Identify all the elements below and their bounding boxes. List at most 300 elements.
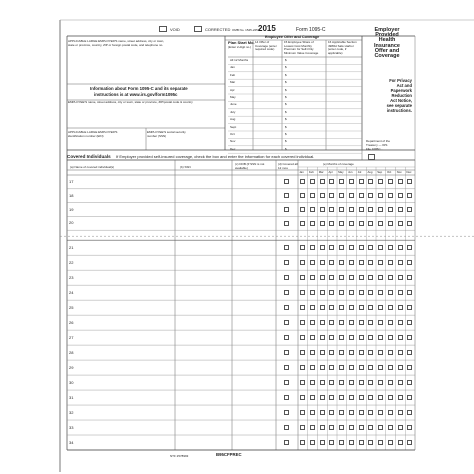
void-checkbox[interactable] <box>159 26 167 32</box>
covered-ssn-field[interactable] <box>176 203 231 217</box>
corrected-checkbox[interactable] <box>194 26 202 32</box>
month-coverage-checkbox[interactable] <box>310 425 315 430</box>
month-coverage-checkbox[interactable] <box>388 193 393 198</box>
covered-dob-field[interactable] <box>233 315 275 330</box>
month-coverage-checkbox[interactable] <box>407 290 412 295</box>
month-coverage-checkbox[interactable] <box>378 320 383 325</box>
month-coverage-checkbox[interactable] <box>310 440 315 445</box>
month-coverage-checkbox[interactable] <box>359 207 364 212</box>
month-coverage-checkbox[interactable] <box>359 410 364 415</box>
covered-all-12-checkbox[interactable] <box>284 320 289 325</box>
month-coverage-checkbox[interactable] <box>339 425 344 430</box>
covered-dob-field[interactable] <box>233 255 275 270</box>
month-coverage-checkbox[interactable] <box>310 380 315 385</box>
covered-individual-name-field[interactable] <box>76 405 175 420</box>
month-coverage-checkbox[interactable] <box>359 320 364 325</box>
month-coverage-checkbox[interactable] <box>320 221 325 226</box>
month-coverage-checkbox[interactable] <box>368 260 373 265</box>
covered-individual-name-field[interactable] <box>76 345 175 360</box>
month-coverage-checkbox[interactable] <box>300 380 305 385</box>
month-coverage-checkbox[interactable] <box>388 320 393 325</box>
month-coverage-checkbox[interactable] <box>339 380 344 385</box>
covered-dob-field[interactable] <box>233 203 275 217</box>
covered-all-12-checkbox[interactable] <box>284 275 289 280</box>
safe-harbor-cell[interactable] <box>327 79 361 86</box>
covered-individual-name-field[interactable] <box>76 216 175 230</box>
month-coverage-checkbox[interactable] <box>349 207 354 212</box>
covered-ssn-field[interactable] <box>176 420 231 435</box>
month-coverage-checkbox[interactable] <box>349 365 354 370</box>
month-coverage-checkbox[interactable] <box>388 179 393 184</box>
month-coverage-checkbox[interactable] <box>359 245 364 250</box>
month-coverage-checkbox[interactable] <box>320 395 325 400</box>
month-coverage-checkbox[interactable] <box>310 335 315 340</box>
month-coverage-checkbox[interactable] <box>359 275 364 280</box>
safe-harbor-cell[interactable] <box>327 72 361 79</box>
month-coverage-checkbox[interactable] <box>329 380 334 385</box>
covered-all-12-checkbox[interactable] <box>284 395 289 400</box>
month-coverage-checkbox[interactable] <box>310 350 315 355</box>
covered-ssn-field[interactable] <box>176 375 231 390</box>
employee-share-cell[interactable] <box>289 124 325 131</box>
covered-ssn-field[interactable] <box>176 270 231 285</box>
month-coverage-checkbox[interactable] <box>359 305 364 310</box>
month-coverage-checkbox[interactable] <box>378 290 383 295</box>
safe-harbor-cell[interactable] <box>327 94 361 101</box>
safe-harbor-cell[interactable] <box>327 131 361 138</box>
employee-share-cell[interactable] <box>289 79 325 86</box>
covered-ssn-field[interactable] <box>176 216 231 230</box>
month-coverage-checkbox[interactable] <box>388 425 393 430</box>
covered-dob-field[interactable] <box>233 330 275 345</box>
month-coverage-checkbox[interactable] <box>300 305 305 310</box>
month-coverage-checkbox[interactable] <box>310 365 315 370</box>
covered-individual-name-field[interactable] <box>76 315 175 330</box>
covered-all-12-checkbox[interactable] <box>284 365 289 370</box>
month-coverage-checkbox[interactable] <box>398 350 403 355</box>
month-coverage-checkbox[interactable] <box>339 221 344 226</box>
month-coverage-checkbox[interactable] <box>300 410 305 415</box>
safe-harbor-cell[interactable] <box>327 101 361 108</box>
month-coverage-checkbox[interactable] <box>407 350 412 355</box>
month-coverage-checkbox[interactable] <box>368 335 373 340</box>
month-coverage-checkbox[interactable] <box>339 260 344 265</box>
covered-individual-name-field[interactable] <box>76 390 175 405</box>
month-coverage-checkbox[interactable] <box>310 193 315 198</box>
month-coverage-checkbox[interactable] <box>349 260 354 265</box>
month-coverage-checkbox[interactable] <box>339 193 344 198</box>
month-coverage-checkbox[interactable] <box>378 410 383 415</box>
covered-all-12-checkbox[interactable] <box>284 260 289 265</box>
employee-share-cell[interactable] <box>289 87 325 94</box>
month-coverage-checkbox[interactable] <box>329 179 334 184</box>
month-coverage-checkbox[interactable] <box>398 335 403 340</box>
covered-ssn-field[interactable] <box>176 360 231 375</box>
covered-dob-field[interactable] <box>233 435 275 450</box>
safe-harbor-cell[interactable] <box>327 116 361 123</box>
month-coverage-checkbox[interactable] <box>368 193 373 198</box>
offer-code-cell[interactable] <box>254 87 281 94</box>
month-coverage-checkbox[interactable] <box>310 410 315 415</box>
offer-code-cell[interactable] <box>254 138 281 145</box>
month-coverage-checkbox[interactable] <box>368 380 373 385</box>
month-coverage-checkbox[interactable] <box>339 179 344 184</box>
month-coverage-checkbox[interactable] <box>329 350 334 355</box>
month-coverage-checkbox[interactable] <box>300 425 305 430</box>
month-coverage-checkbox[interactable] <box>388 275 393 280</box>
offer-code-cell[interactable] <box>254 94 281 101</box>
month-coverage-checkbox[interactable] <box>320 350 325 355</box>
month-coverage-checkbox[interactable] <box>368 305 373 310</box>
covered-all-12-checkbox[interactable] <box>284 380 289 385</box>
covered-individual-name-field[interactable] <box>76 435 175 450</box>
month-coverage-checkbox[interactable] <box>300 350 305 355</box>
month-coverage-checkbox[interactable] <box>329 193 334 198</box>
month-coverage-checkbox[interactable] <box>407 275 412 280</box>
month-coverage-checkbox[interactable] <box>300 395 305 400</box>
month-coverage-checkbox[interactable] <box>378 350 383 355</box>
month-coverage-checkbox[interactable] <box>339 245 344 250</box>
month-coverage-checkbox[interactable] <box>388 305 393 310</box>
month-coverage-checkbox[interactable] <box>310 260 315 265</box>
month-coverage-checkbox[interactable] <box>320 305 325 310</box>
month-coverage-checkbox[interactable] <box>359 179 364 184</box>
month-coverage-checkbox[interactable] <box>359 193 364 198</box>
month-coverage-checkbox[interactable] <box>329 290 334 295</box>
self-insured-checkbox[interactable] <box>368 154 375 160</box>
month-coverage-checkbox[interactable] <box>368 395 373 400</box>
month-coverage-checkbox[interactable] <box>388 395 393 400</box>
month-coverage-checkbox[interactable] <box>339 207 344 212</box>
month-coverage-checkbox[interactable] <box>310 305 315 310</box>
covered-dob-field[interactable] <box>233 375 275 390</box>
month-coverage-checkbox[interactable] <box>398 410 403 415</box>
month-coverage-checkbox[interactable] <box>310 320 315 325</box>
month-coverage-checkbox[interactable] <box>388 440 393 445</box>
month-coverage-checkbox[interactable] <box>300 260 305 265</box>
safe-harbor-cell[interactable] <box>327 138 361 145</box>
month-coverage-checkbox[interactable] <box>407 410 412 415</box>
employee-share-cell[interactable] <box>289 138 325 145</box>
covered-individual-name-field[interactable] <box>76 330 175 345</box>
month-coverage-checkbox[interactable] <box>407 380 412 385</box>
month-coverage-checkbox[interactable] <box>359 335 364 340</box>
employee-share-cell[interactable] <box>289 109 325 116</box>
employee-share-cell[interactable] <box>289 57 325 64</box>
month-coverage-checkbox[interactable] <box>359 425 364 430</box>
employee-share-cell[interactable] <box>289 146 325 153</box>
month-coverage-checkbox[interactable] <box>398 440 403 445</box>
covered-ssn-field[interactable] <box>176 240 231 255</box>
month-coverage-checkbox[interactable] <box>407 440 412 445</box>
covered-ssn-field[interactable] <box>176 315 231 330</box>
month-coverage-checkbox[interactable] <box>349 410 354 415</box>
covered-dob-field[interactable] <box>233 390 275 405</box>
month-coverage-checkbox[interactable] <box>329 260 334 265</box>
month-coverage-checkbox[interactable] <box>300 245 305 250</box>
month-coverage-checkbox[interactable] <box>378 207 383 212</box>
safe-harbor-cell[interactable] <box>327 146 361 153</box>
offer-code-cell[interactable] <box>254 146 281 153</box>
employee-name-address-field[interactable] <box>67 105 225 127</box>
month-coverage-checkbox[interactable] <box>388 380 393 385</box>
month-coverage-checkbox[interactable] <box>339 335 344 340</box>
month-coverage-checkbox[interactable] <box>320 290 325 295</box>
month-coverage-checkbox[interactable] <box>339 350 344 355</box>
month-coverage-checkbox[interactable] <box>300 221 305 226</box>
month-coverage-checkbox[interactable] <box>300 179 305 184</box>
month-coverage-checkbox[interactable] <box>407 365 412 370</box>
covered-all-12-checkbox[interactable] <box>284 245 289 250</box>
month-coverage-checkbox[interactable] <box>388 221 393 226</box>
month-coverage-checkbox[interactable] <box>368 350 373 355</box>
month-coverage-checkbox[interactable] <box>359 221 364 226</box>
covered-dob-field[interactable] <box>233 175 275 189</box>
month-coverage-checkbox[interactable] <box>368 410 373 415</box>
employee-share-cell[interactable] <box>289 94 325 101</box>
offer-code-cell[interactable] <box>254 101 281 108</box>
employee-ssn-field[interactable] <box>146 139 225 148</box>
covered-dob-field[interactable] <box>233 420 275 435</box>
month-coverage-checkbox[interactable] <box>407 245 412 250</box>
month-coverage-checkbox[interactable] <box>368 365 373 370</box>
covered-ssn-field[interactable] <box>176 300 231 315</box>
covered-dob-field[interactable] <box>233 240 275 255</box>
covered-individual-name-field[interactable] <box>76 270 175 285</box>
month-coverage-checkbox[interactable] <box>329 440 334 445</box>
month-coverage-checkbox[interactable] <box>339 410 344 415</box>
ein-field[interactable] <box>67 139 145 148</box>
month-coverage-checkbox[interactable] <box>359 395 364 400</box>
covered-all-12-checkbox[interactable] <box>284 440 289 445</box>
covered-individual-name-field[interactable] <box>76 203 175 217</box>
month-coverage-checkbox[interactable] <box>320 207 325 212</box>
month-coverage-checkbox[interactable] <box>320 275 325 280</box>
month-coverage-checkbox[interactable] <box>310 221 315 226</box>
month-coverage-checkbox[interactable] <box>349 440 354 445</box>
month-coverage-checkbox[interactable] <box>398 395 403 400</box>
month-coverage-checkbox[interactable] <box>407 335 412 340</box>
month-coverage-checkbox[interactable] <box>339 365 344 370</box>
safe-harbor-cell[interactable] <box>327 109 361 116</box>
month-coverage-checkbox[interactable] <box>349 290 354 295</box>
month-coverage-checkbox[interactable] <box>359 290 364 295</box>
month-coverage-checkbox[interactable] <box>329 410 334 415</box>
month-coverage-checkbox[interactable] <box>378 335 383 340</box>
month-coverage-checkbox[interactable] <box>320 425 325 430</box>
month-coverage-checkbox[interactable] <box>398 260 403 265</box>
covered-ssn-field[interactable] <box>176 189 231 203</box>
month-coverage-checkbox[interactable] <box>378 365 383 370</box>
covered-ssn-field[interactable] <box>176 345 231 360</box>
month-coverage-checkbox[interactable] <box>339 320 344 325</box>
month-coverage-checkbox[interactable] <box>310 207 315 212</box>
covered-ssn-field[interactable] <box>176 175 231 189</box>
month-coverage-checkbox[interactable] <box>368 275 373 280</box>
month-coverage-checkbox[interactable] <box>388 335 393 340</box>
month-coverage-checkbox[interactable] <box>359 365 364 370</box>
covered-ssn-field[interactable] <box>176 255 231 270</box>
month-coverage-checkbox[interactable] <box>349 320 354 325</box>
covered-dob-field[interactable] <box>233 405 275 420</box>
offer-code-cell[interactable] <box>254 79 281 86</box>
month-coverage-checkbox[interactable] <box>300 275 305 280</box>
month-coverage-checkbox[interactable] <box>300 440 305 445</box>
month-coverage-checkbox[interactable] <box>349 335 354 340</box>
covered-individual-name-field[interactable] <box>76 255 175 270</box>
month-coverage-checkbox[interactable] <box>388 365 393 370</box>
month-coverage-checkbox[interactable] <box>368 290 373 295</box>
month-coverage-checkbox[interactable] <box>378 380 383 385</box>
month-coverage-checkbox[interactable] <box>329 245 334 250</box>
month-coverage-checkbox[interactable] <box>378 275 383 280</box>
month-coverage-checkbox[interactable] <box>300 193 305 198</box>
month-coverage-checkbox[interactable] <box>368 320 373 325</box>
month-coverage-checkbox[interactable] <box>398 425 403 430</box>
covered-ssn-field[interactable] <box>176 285 231 300</box>
month-coverage-checkbox[interactable] <box>398 207 403 212</box>
month-coverage-checkbox[interactable] <box>388 245 393 250</box>
covered-all-12-checkbox[interactable] <box>284 425 289 430</box>
covered-ssn-field[interactable] <box>176 435 231 450</box>
month-coverage-checkbox[interactable] <box>398 179 403 184</box>
month-coverage-checkbox[interactable] <box>300 290 305 295</box>
month-coverage-checkbox[interactable] <box>407 320 412 325</box>
covered-ssn-field[interactable] <box>176 390 231 405</box>
month-coverage-checkbox[interactable] <box>349 305 354 310</box>
offer-code-cell[interactable] <box>254 109 281 116</box>
month-coverage-checkbox[interactable] <box>398 221 403 226</box>
month-coverage-checkbox[interactable] <box>398 320 403 325</box>
month-coverage-checkbox[interactable] <box>378 395 383 400</box>
month-coverage-checkbox[interactable] <box>339 275 344 280</box>
month-coverage-checkbox[interactable] <box>349 179 354 184</box>
month-coverage-checkbox[interactable] <box>300 207 305 212</box>
covered-dob-field[interactable] <box>233 360 275 375</box>
covered-all-12-checkbox[interactable] <box>284 290 289 295</box>
month-coverage-checkbox[interactable] <box>329 275 334 280</box>
month-coverage-checkbox[interactable] <box>368 425 373 430</box>
month-coverage-checkbox[interactable] <box>329 221 334 226</box>
covered-individual-name-field[interactable] <box>76 285 175 300</box>
month-coverage-checkbox[interactable] <box>320 320 325 325</box>
covered-dob-field[interactable] <box>233 285 275 300</box>
month-coverage-checkbox[interactable] <box>320 260 325 265</box>
month-coverage-checkbox[interactable] <box>368 179 373 184</box>
covered-dob-field[interactable] <box>233 345 275 360</box>
month-coverage-checkbox[interactable] <box>349 350 354 355</box>
plan-start-month-field[interactable] <box>228 50 252 56</box>
month-coverage-checkbox[interactable] <box>398 365 403 370</box>
month-coverage-checkbox[interactable] <box>320 335 325 340</box>
offer-code-cell[interactable] <box>254 57 281 64</box>
covered-dob-field[interactable] <box>233 216 275 230</box>
month-coverage-checkbox[interactable] <box>398 275 403 280</box>
month-coverage-checkbox[interactable] <box>349 221 354 226</box>
month-coverage-checkbox[interactable] <box>320 365 325 370</box>
month-coverage-checkbox[interactable] <box>378 425 383 430</box>
offer-code-cell[interactable] <box>254 72 281 79</box>
covered-individual-name-field[interactable] <box>76 240 175 255</box>
month-coverage-checkbox[interactable] <box>359 260 364 265</box>
month-coverage-checkbox[interactable] <box>388 350 393 355</box>
month-coverage-checkbox[interactable] <box>398 245 403 250</box>
month-coverage-checkbox[interactable] <box>300 320 305 325</box>
month-coverage-checkbox[interactable] <box>378 305 383 310</box>
month-coverage-checkbox[interactable] <box>378 221 383 226</box>
month-coverage-checkbox[interactable] <box>388 410 393 415</box>
safe-harbor-cell[interactable] <box>327 124 361 131</box>
month-coverage-checkbox[interactable] <box>310 245 315 250</box>
employee-share-cell[interactable] <box>289 64 325 71</box>
month-coverage-checkbox[interactable] <box>407 193 412 198</box>
month-coverage-checkbox[interactable] <box>388 260 393 265</box>
covered-dob-field[interactable] <box>233 189 275 203</box>
month-coverage-checkbox[interactable] <box>349 395 354 400</box>
month-coverage-checkbox[interactable] <box>349 193 354 198</box>
month-coverage-checkbox[interactable] <box>388 207 393 212</box>
covered-all-12-checkbox[interactable] <box>284 350 289 355</box>
month-coverage-checkbox[interactable] <box>310 290 315 295</box>
employer-name-address-field[interactable] <box>67 49 225 83</box>
month-coverage-checkbox[interactable] <box>320 245 325 250</box>
month-coverage-checkbox[interactable] <box>349 425 354 430</box>
month-coverage-checkbox[interactable] <box>378 179 383 184</box>
month-coverage-checkbox[interactable] <box>310 275 315 280</box>
month-coverage-checkbox[interactable] <box>407 425 412 430</box>
month-coverage-checkbox[interactable] <box>378 245 383 250</box>
covered-dob-field[interactable] <box>233 300 275 315</box>
month-coverage-checkbox[interactable] <box>398 380 403 385</box>
offer-code-cell[interactable] <box>254 124 281 131</box>
month-coverage-checkbox[interactable] <box>378 193 383 198</box>
covered-ssn-field[interactable] <box>176 405 231 420</box>
month-coverage-checkbox[interactable] <box>359 380 364 385</box>
covered-all-12-checkbox[interactable] <box>284 410 289 415</box>
safe-harbor-cell[interactable] <box>327 64 361 71</box>
month-coverage-checkbox[interactable] <box>310 395 315 400</box>
month-coverage-checkbox[interactable] <box>320 380 325 385</box>
month-coverage-checkbox[interactable] <box>407 207 412 212</box>
month-coverage-checkbox[interactable] <box>407 221 412 226</box>
month-coverage-checkbox[interactable] <box>329 207 334 212</box>
safe-harbor-cell[interactable] <box>327 87 361 94</box>
month-coverage-checkbox[interactable] <box>378 440 383 445</box>
covered-all-12-checkbox[interactable] <box>284 207 289 212</box>
employee-share-cell[interactable] <box>289 131 325 138</box>
month-coverage-checkbox[interactable] <box>368 221 373 226</box>
covered-individual-name-field[interactable] <box>76 300 175 315</box>
month-coverage-checkbox[interactable] <box>320 410 325 415</box>
month-coverage-checkbox[interactable] <box>329 335 334 340</box>
month-coverage-checkbox[interactable] <box>339 290 344 295</box>
month-coverage-checkbox[interactable] <box>329 395 334 400</box>
offer-code-cell[interactable] <box>254 116 281 123</box>
covered-individual-name-field[interactable] <box>76 420 175 435</box>
covered-all-12-checkbox[interactable] <box>284 305 289 310</box>
covered-individual-name-field[interactable] <box>76 360 175 375</box>
month-coverage-checkbox[interactable] <box>378 260 383 265</box>
month-coverage-checkbox[interactable] <box>329 305 334 310</box>
employee-share-cell[interactable] <box>289 72 325 79</box>
covered-all-12-checkbox[interactable] <box>284 335 289 340</box>
covered-individual-name-field[interactable] <box>76 175 175 189</box>
month-coverage-checkbox[interactable] <box>388 290 393 295</box>
month-coverage-checkbox[interactable] <box>407 395 412 400</box>
month-coverage-checkbox[interactable] <box>329 320 334 325</box>
month-coverage-checkbox[interactable] <box>320 440 325 445</box>
month-coverage-checkbox[interactable] <box>320 179 325 184</box>
